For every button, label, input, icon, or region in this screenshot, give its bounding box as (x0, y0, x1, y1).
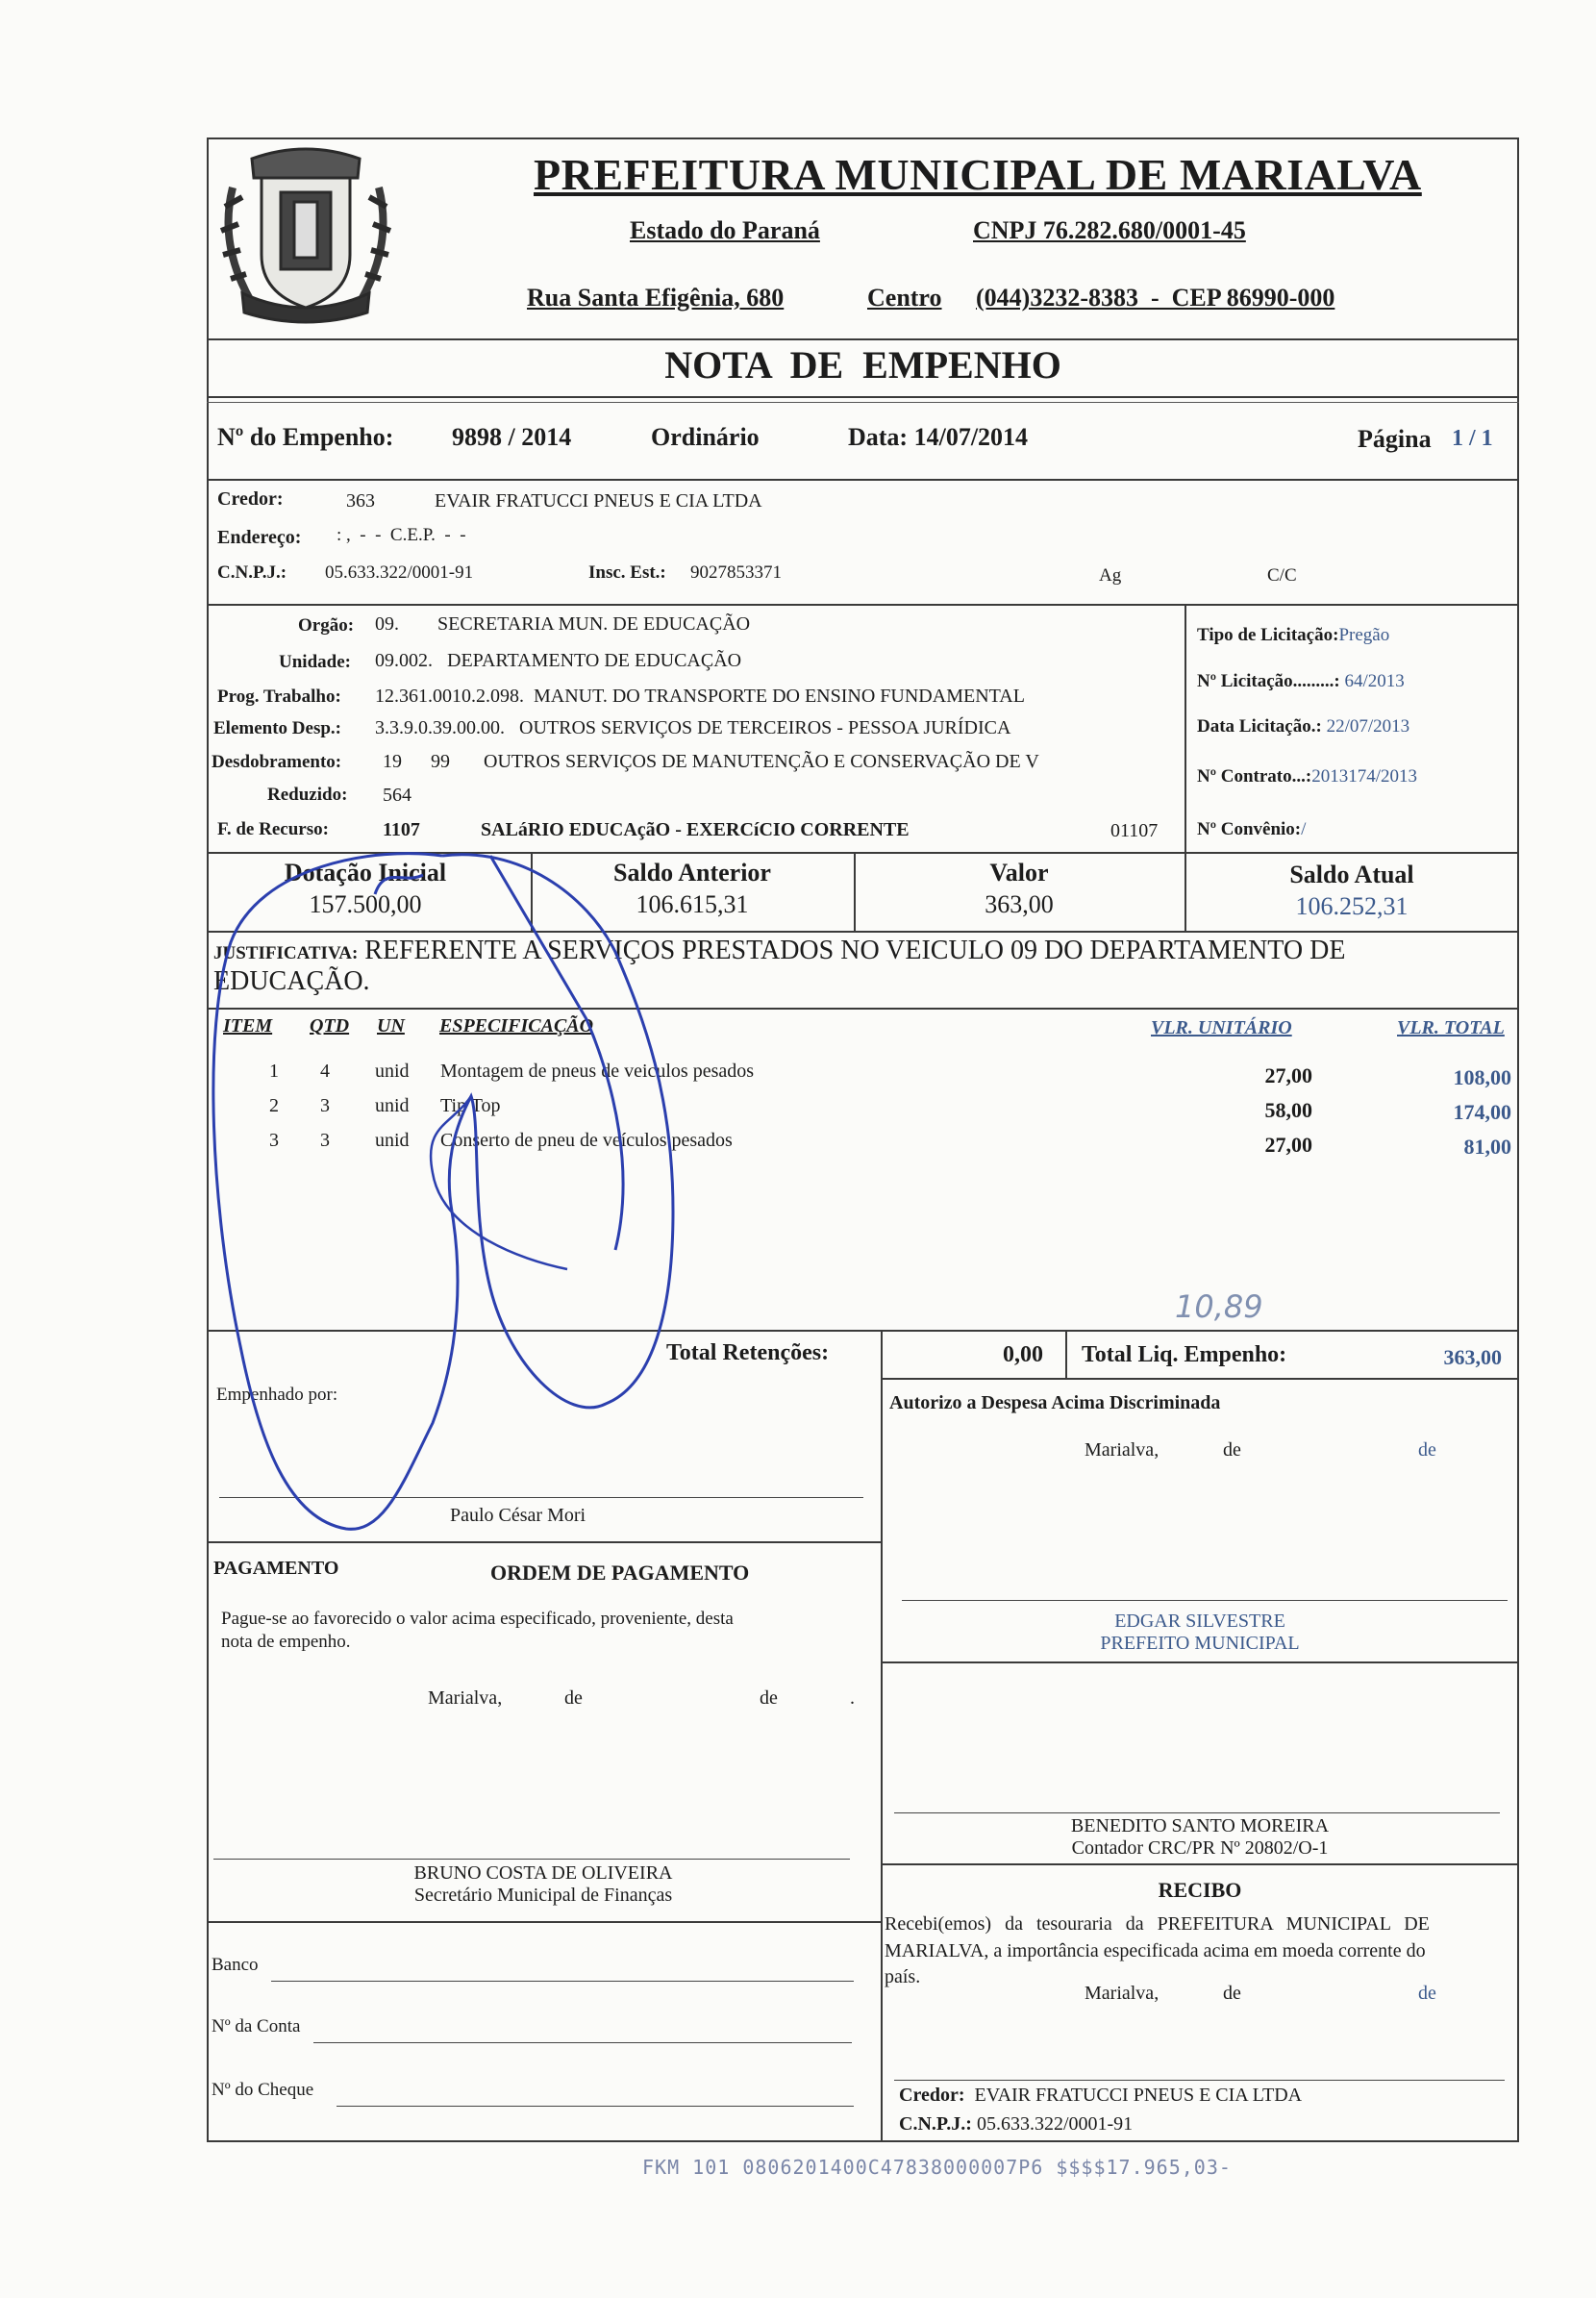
empenho-date: Data: 14/07/2014 (848, 423, 1029, 451)
item-un: unid (375, 1061, 410, 1082)
licitacao-num-value: 64/2013 (1344, 671, 1405, 691)
dotacao-label: Dotação Inicial (284, 859, 447, 887)
item-number: 3 (269, 1130, 279, 1151)
fonte-label: F. de Recurso: (217, 819, 329, 839)
conta-label: Nº da Conta (212, 2016, 301, 2036)
address-value: : , - - C.E.P. - - (337, 525, 466, 545)
prefeito-role: PREFEITO MUNICIPAL (1100, 1633, 1300, 1654)
licitacao-data-label: Data Licitação.: (1197, 716, 1322, 737)
recibo-cnpj-label: C.N.P.J.: (899, 2113, 972, 2135)
justificativa-label: JUSTIFICATIVA: (213, 943, 359, 963)
recibo-cnpj-value: 05.633.322/0001-91 (976, 2113, 1134, 2135)
licitacao-contrato (1197, 766, 1417, 787)
page-number: 1 / 1 (1452, 426, 1493, 451)
aut-de-2: de (1418, 1439, 1436, 1461)
prog-value: 12.361.0010.2.098. MANUT. DO TRANSPORTE DO ENSINO FUNDAMENTAL (375, 686, 1025, 707)
header-title: PREFEITURA MUNICIPAL DE MARIALVA (534, 150, 1422, 199)
empenhado-name: Paulo César Mori (450, 1505, 586, 1526)
items-table (207, 1056, 1519, 1171)
empenho-number: 9898 / 2014 (452, 423, 572, 451)
justificativa (213, 936, 1345, 969)
recibo-text-2: MARIALVA, a importância especificada acima em moeda corrente do (885, 1940, 1426, 1961)
elemento-label: Elemento Desp.: (213, 718, 341, 738)
ordem-pagamento-label: ORDEM DE PAGAMENTO (490, 1561, 750, 1585)
empenhado-label: Empenhado por: (216, 1385, 338, 1405)
valor-value: 363,00 (985, 890, 1054, 918)
item-total-value: 108,00 (1453, 1065, 1511, 1089)
pague-text-1: Pague-se ao favorecido o valor acima especificado, proveniente, desta (221, 1609, 734, 1629)
ag-label: Ag (1099, 565, 1122, 586)
header-street: Rua Santa Efigênia, 680 (527, 284, 785, 312)
col-un: UN (377, 1015, 405, 1037)
recibo-credor (899, 2085, 1302, 2107)
credor-cnpj-label: C.N.P.J.: (217, 562, 287, 583)
empenho-type: Ordinário (651, 423, 760, 451)
table-row (207, 1125, 1519, 1160)
pag-dot: . (850, 1687, 855, 1709)
item-unit-value: 27,00 (1264, 1063, 1312, 1087)
item-number: 2 (269, 1095, 279, 1116)
banco-label: Banco (212, 1955, 259, 1975)
page-label: Página (1358, 425, 1432, 453)
licitacao-tipo-value: Pregão (1338, 625, 1390, 645)
prog-label: Prog. Trabalho: (217, 687, 341, 707)
item-qtd: 4 (320, 1061, 330, 1082)
item-spec: Montagem de pneus de veiculos pesados (440, 1061, 755, 1082)
table-row (207, 1090, 1519, 1125)
table-row (207, 1056, 1519, 1090)
aut-marialva: Marialva, (1085, 1439, 1160, 1461)
convenio-value: / (1301, 819, 1307, 839)
item-unit-value: 27,00 (1264, 1133, 1312, 1157)
licitacao-num-label: Nº Licitação.........: (1197, 671, 1340, 691)
licitacao-convenio (1197, 819, 1306, 840)
item-spec: Conserto de pneu de veículos pesados (440, 1130, 733, 1151)
col-total: VLR. TOTAL (1397, 1017, 1505, 1038)
coat-of-arms-icon (213, 139, 398, 332)
rec-marialva: Marialva, (1085, 1983, 1160, 2004)
unidade-label: Unidade: (279, 652, 351, 672)
valor-label: Valor (989, 859, 1049, 887)
justificativa-text-1: REFERENTE A SERVIÇOS PRESTADOS NO VEICULO 09 DO DEPARTAMENTO DE (364, 936, 1346, 965)
orgao-value: 09. SECRETARIA MUN. DE EDUCAÇÃO (375, 613, 751, 635)
contrato-label: Nº Contrato...: (1197, 766, 1312, 787)
header-district: Centro (867, 284, 942, 312)
credor-label: Credor: (217, 488, 284, 510)
contador-role: Contador CRC/PR Nº 20802/O-1 (1071, 1837, 1329, 1859)
item-spec: Tip Top (440, 1095, 501, 1116)
desdobramento-value: 19 99 OUTROS SERVIÇOS DE MANUTENÇÃO E CONSERVAÇÃO DE V (383, 751, 1039, 772)
item-unit-value: 58,00 (1264, 1098, 1312, 1122)
header-cnpj: CNPJ 76.282.680/0001-45 (973, 216, 1246, 244)
col-qtd: QTD (310, 1015, 350, 1037)
contrato-value: 2013174/2013 (1311, 766, 1417, 787)
fonte-number: 01107 (1110, 820, 1159, 841)
credor-cnpj: 05.633.322/0001-91 (325, 562, 474, 583)
item-total-value: 174,00 (1453, 1100, 1511, 1124)
item-number: 1 (269, 1061, 279, 1082)
saldo-atual-label: Saldo Atual (1289, 861, 1414, 888)
item-un: unid (375, 1095, 410, 1116)
desdobramento-label: Desdobramento: (212, 752, 342, 772)
prefeito-name: EDGAR SILVESTRE (1114, 1611, 1285, 1632)
unidade-value: 09.002. DEPARTAMENTO DE EDUCAÇÃO (375, 650, 742, 671)
justificativa-text-2: EDUCAÇÃO. (213, 966, 370, 996)
orgao-label: Orgão: (298, 615, 355, 636)
saldo-anterior-value: 106.615,31 (636, 890, 749, 918)
aut-de-1: de (1223, 1439, 1241, 1461)
saldo-atual-value: 106.252,31 (1295, 892, 1409, 920)
secretario-role: Secretário Municipal de Finanças (413, 1885, 673, 1906)
item-qtd: 3 (320, 1095, 330, 1116)
elemento-value: 3.3.9.0.39.00.00. OUTROS SERVIÇOS DE TERCEIROS - PESSOA JURÍDICA (375, 717, 1011, 738)
cheque-label: Nº do Cheque (212, 2080, 314, 2100)
header-phone-cep: (044)3232-8383 - CEP 86990-000 (976, 284, 1335, 312)
licitacao-tipo-label: Tipo de Licitação: (1197, 625, 1339, 645)
col-item: ITEM (223, 1015, 273, 1037)
licitacao-data (1197, 716, 1409, 737)
pague-text-2: nota de empenho. (221, 1632, 351, 1652)
pag-marialva: Marialva, (428, 1687, 503, 1709)
credor-code: 363 (346, 490, 375, 512)
reduzido-label: Reduzido: (267, 785, 348, 805)
reduzido-value: 564 (383, 785, 411, 806)
fonte-value: SALáRIO EDUCAçãO - EXERCíCIO CORRENTE (481, 819, 910, 840)
empenho-number-label: Nº do Empenho: (217, 423, 394, 451)
saldo-anterior-label: Saldo Anterior (613, 859, 771, 887)
col-spec: ESPECIFICAÇÃO (439, 1015, 594, 1037)
rec-de-2: de (1418, 1983, 1436, 2004)
document-title: NOTA DE EMPENHO (664, 343, 1061, 387)
rec-de-1: de (1223, 1983, 1241, 2004)
insc-label: Insc. Est.: (588, 562, 666, 583)
recibo-credor-name: EVAIR FRATUCCI PNEUS E CIA LTDA (974, 2085, 1303, 2106)
recibo-text-3: país. (885, 1966, 921, 1987)
credor-name: EVAIR FRATUCCI PNEUS E CIA LTDA (435, 490, 762, 512)
secretario-name: BRUNO COSTA DE OLIVEIRA (413, 1862, 673, 1884)
total-liq-label: Total Liq. Empenho: (1082, 1342, 1287, 1367)
total-retencoes-label: Total Retenções: (666, 1340, 830, 1365)
header-state: Estado do Paraná (630, 216, 820, 244)
insc-value: 9027853371 (690, 562, 782, 583)
item-qtd: 3 (320, 1130, 330, 1151)
recibo-cnpj (899, 2113, 1133, 2136)
cc-label: C/C (1267, 565, 1297, 586)
licitacao-tipo (1197, 625, 1389, 646)
handwritten-note: 10,89 (1175, 1288, 1263, 1325)
convenio-label: Nº Convênio: (1197, 819, 1302, 839)
pag-de-1: de (564, 1687, 583, 1709)
dotacao-value: 157.500,00 (309, 890, 422, 918)
fonte-code: 1107 (383, 819, 420, 840)
col-unit: VLR. UNITÁRIO (1151, 1017, 1292, 1038)
pag-de-2: de (760, 1687, 778, 1709)
pagamento-label: PAGAMENTO (213, 1558, 339, 1579)
total-retencoes-value: 0,00 (1003, 1342, 1043, 1367)
contador-name: BENEDITO SANTO MOREIRA (1070, 1815, 1330, 1836)
footer-barcode-text: FKM 101 0806201400C47838000007P6 $$$$17.965,03- (642, 2156, 1232, 2179)
autorizo-label: Autorizo a Despesa Acima Discriminada (889, 1392, 1221, 1413)
recibo-text-1: Recebi(emos) da tesouraria da PREFEITURA MUNICIPAL DE (885, 1913, 1430, 1935)
item-total-value: 81,00 (1463, 1135, 1511, 1159)
total-liq-value: 363,00 (1443, 1345, 1502, 1369)
recibo-credor-label: Credor: (899, 2085, 965, 2106)
address-label: Endereço: (217, 527, 302, 548)
recibo-label: RECIBO (1158, 1878, 1242, 1902)
licitacao-data-value: 22/07/2013 (1326, 716, 1410, 737)
item-un: unid (375, 1130, 410, 1151)
licitacao-num (1197, 671, 1405, 692)
